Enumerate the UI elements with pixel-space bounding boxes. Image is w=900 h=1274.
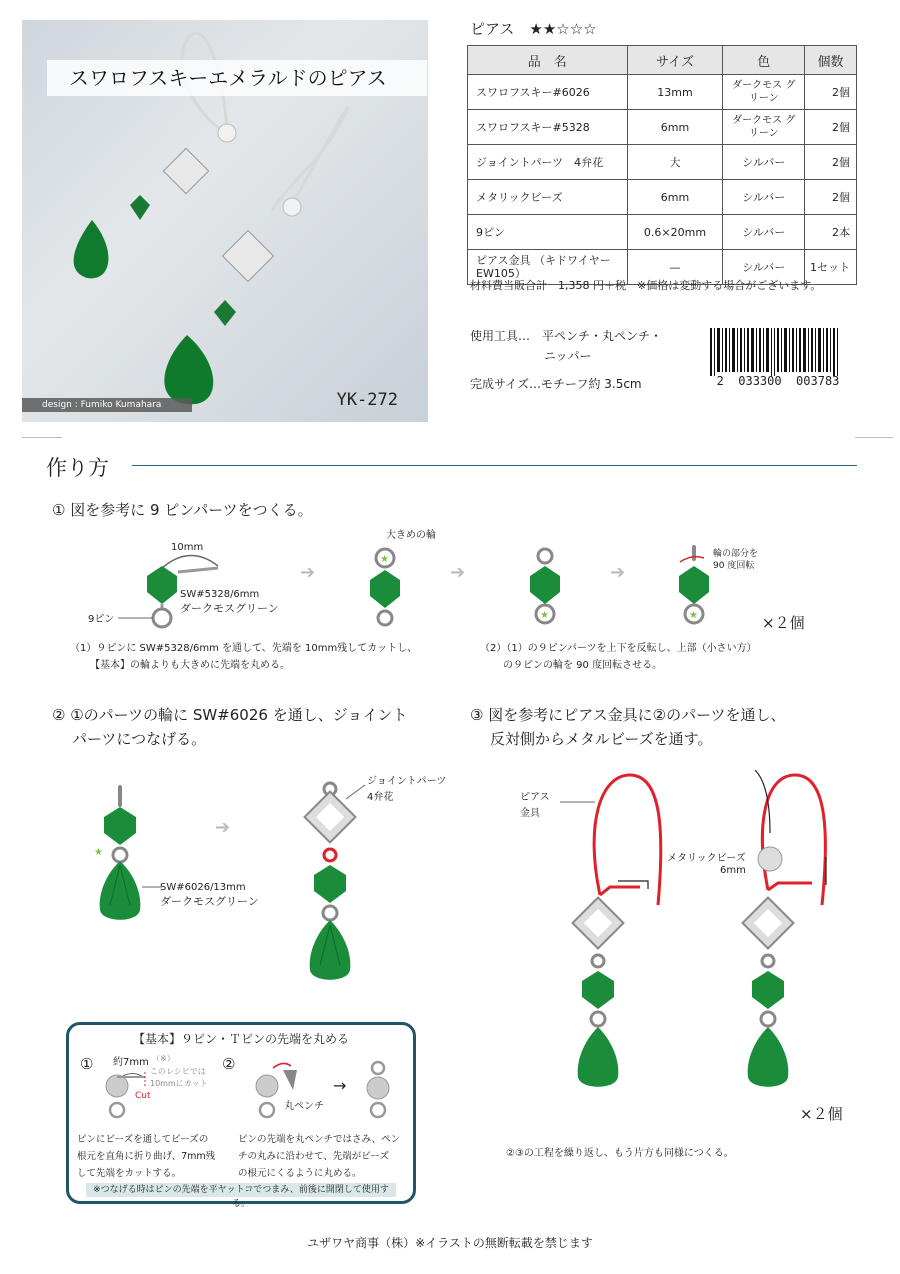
cell-name: 9ピン — [468, 215, 628, 250]
step3-times: ×２個 — [800, 1105, 843, 1123]
header-qty: 個数 — [805, 46, 857, 75]
cell-size: 大 — [627, 145, 723, 180]
label-metallic-bead: メタリックビーズ — [667, 853, 746, 864]
materials-table — [467, 45, 857, 285]
label-rotate-2: 90 度回転 — [713, 561, 755, 571]
divider-left — [22, 437, 62, 438]
cell-qty: 1セット — [805, 250, 857, 285]
label-joint-1: ジョイントパーツ — [367, 776, 447, 787]
label-10mm: 10mm — [171, 542, 204, 553]
label-big-ring: 大きめの輪 — [386, 530, 436, 541]
cell-color: シルバー — [723, 250, 805, 285]
table-row — [468, 110, 857, 145]
table-row — [468, 145, 857, 180]
barcode-number: 2 033300 003783 — [716, 374, 840, 388]
label-cut: Cut — [135, 1091, 151, 1101]
label-joint-2: 4弁花 — [367, 792, 394, 803]
basic-text-2b: チの丸みに沿わせて、先端がビーズ — [238, 1151, 389, 1162]
svg-text:★: ★ — [380, 554, 389, 565]
step1-caption-1a: （1）９ピンに SW#5328/6mm を通して、先端を 10mm残してカットし、 — [70, 643, 418, 654]
label-dark-moss-green-2: ダークモスグリーン — [160, 895, 259, 908]
header-size: サイズ — [627, 46, 723, 75]
svg-text:→: → — [333, 1076, 347, 1095]
product-photo — [22, 20, 428, 422]
cell-name: ピアス金具 （キドワイヤー EW105） — [468, 250, 628, 285]
label-7mm: 約7mm — [113, 1057, 149, 1068]
step1-caption-2b: の９ピンの輪を 90 度回転させる。 — [503, 660, 663, 671]
basic-num-2: ② — [222, 1055, 236, 1073]
step1-title: ① 図を参考に 9 ピンパーツをつくる。 — [52, 501, 313, 519]
table-row — [468, 180, 857, 215]
label-round-plier: 丸ペンチ — [284, 1101, 324, 1112]
svg-text:➔: ➔ — [610, 562, 626, 583]
cell-name: スワロフスキー#6026 — [468, 75, 628, 110]
cell-color: ダークモス グリーン — [723, 110, 805, 145]
step1-caption-2a: （2）（1）の９ピンパーツを上下を反転し、上部（小さい方） — [480, 643, 757, 654]
tools-line2: ニッパー — [544, 349, 592, 363]
photo-credit: design : Fumiko Kumahara — [22, 398, 192, 412]
step3-title-2: 反対側からメタルビーズを通す。 — [490, 730, 713, 748]
svg-text:➔: ➔ — [300, 562, 316, 583]
header-name: 品 名 — [468, 46, 628, 75]
cell-size: 13mm — [627, 75, 723, 110]
cell-color: シルバー — [723, 215, 805, 250]
basic-text-2a: ピンの先端を丸ペンチではさみ、ペン — [238, 1134, 401, 1145]
basic-text-1c: して先端をカットする。 — [77, 1168, 182, 1179]
product-title: ピアス ★★☆☆☆ — [470, 20, 597, 38]
cell-color: シルバー — [723, 145, 805, 180]
svg-text:★: ★ — [540, 610, 549, 621]
photo-title: スワロフスキーエメラルドのピアス — [47, 60, 427, 96]
step1-caption-1b: 【基本】の輪よりも大きめに先端を丸める。 — [90, 660, 290, 671]
finished-size: 完成サイズ…モチーフ約 3.5cm — [470, 377, 642, 391]
basic-text-1b: 根元を直角に折り曲げ、7mm残 — [77, 1151, 216, 1162]
label-note-1: このレシピでは — [150, 1067, 206, 1076]
materials-header-row — [468, 46, 857, 75]
product-code: YK-272 — [336, 390, 398, 410]
label-sw6026: SW#6026/13mm — [160, 882, 246, 893]
step3-title-1: ③ 図を参考にピアス金具に②のパーツを通し、 — [470, 706, 786, 724]
cell-qty: 2個 — [805, 75, 857, 110]
label-hook-1: ピアス — [520, 792, 550, 803]
label-note-2: 10mmにカット — [150, 1079, 208, 1088]
label-9pin: 9ピン — [88, 614, 115, 625]
basic-title: 【基本】９ピン・Ｔピンの先端を丸める — [132, 1032, 349, 1046]
basic-text-1a: ピンにビーズを通してビーズの — [77, 1134, 209, 1145]
cell-size: 6mm — [627, 180, 723, 215]
label-note-mark: （※） — [152, 1054, 175, 1063]
cell-qty: 2個 — [805, 110, 857, 145]
cell-size: 0.6×20mm — [627, 215, 723, 250]
section-rule — [132, 465, 857, 466]
table-row — [468, 75, 857, 110]
cell-qty: 2本 — [805, 215, 857, 250]
cell-qty: 2個 — [805, 145, 857, 180]
basic-footnote: ※つなげる時はピンの先端を平ヤットコでつまみ、前後に開閉して使用する。 — [86, 1183, 396, 1197]
cell-name: スワロフスキー#5328 — [468, 110, 628, 145]
label-dark-moss-green: ダークモスグリーン — [180, 602, 279, 615]
cell-qty: 2個 — [805, 180, 857, 215]
cell-name: ジョイントパーツ 4弁花 — [468, 145, 628, 180]
footer-copyright: ユザワヤ商事（株）※イラストの無断転載を禁じます — [307, 1236, 593, 1250]
svg-text:★: ★ — [689, 610, 698, 621]
step1-times: ×２個 — [762, 614, 805, 632]
label-bead-size: 6mm — [720, 865, 746, 876]
header-color: 色 — [723, 46, 805, 75]
cell-name: メタリックビーズ — [468, 180, 628, 215]
table-row — [468, 215, 857, 250]
label-hook-2: 金具 — [520, 808, 540, 819]
cell-size: — — [627, 250, 723, 285]
tools-line1: 使用工具… 平ペンチ・丸ペンチ・ — [470, 329, 663, 343]
step3-diagram — [500, 765, 880, 1105]
cell-color: シルバー — [723, 180, 805, 215]
svg-text:★: ★ — [94, 847, 103, 858]
price-note: 材料費当販合計 1,358 円＋税 ※価格は変動する場合がございます。 — [470, 279, 822, 292]
step2-title-1: ② ①のパーツの輪に SW#6026 を通し、ジョイント — [52, 706, 408, 724]
step3-note: ②③の工程を繰り返し、もう片方も同様につくる。 — [506, 1148, 734, 1159]
section-title: 作り方 — [46, 456, 109, 480]
basic-text-2c: の根元にくるように丸める。 — [238, 1168, 362, 1179]
cell-color: ダークモス グリーン — [723, 75, 805, 110]
step2-title-2: パーツにつなげる。 — [72, 730, 207, 748]
cell-size: 6mm — [627, 110, 723, 145]
basic-num-1: ① — [80, 1055, 94, 1073]
label-sw5328: SW#5328/6mm — [180, 589, 260, 600]
svg-text:➔: ➔ — [215, 817, 231, 838]
svg-text:➔: ➔ — [450, 562, 466, 583]
label-rotate-1: 輪の部分を — [713, 549, 759, 559]
divider-right — [855, 437, 893, 438]
